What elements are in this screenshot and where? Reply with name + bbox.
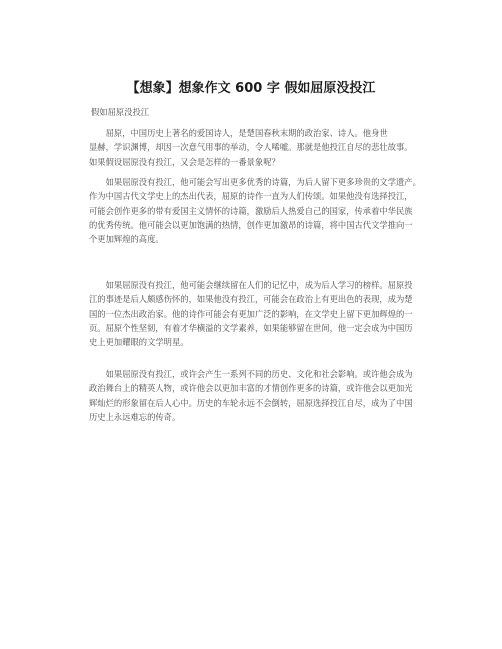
paragraph-line: 作为中国古代文学史上的杰出代表，屈原的诗作一直为人们传颂。如果他没有选择投江， bbox=[89, 191, 413, 202]
paragraph-line: 历史上永远难忘的传奇。 bbox=[89, 411, 181, 422]
paragraph-line: 国的一位杰出政治家。他的诗作可能会有更加广泛的影响，在文学史上留下更加辉煌的一 bbox=[89, 308, 413, 319]
paragraph-line: 如果假设屈原没有投江，又会是怎样的一番景象呢？ bbox=[89, 156, 280, 167]
paragraph-line: 的优秀传统。他可能会以更加饱满的热情，创作更加激昂的诗篇，将中国古代文学推向一 bbox=[89, 219, 413, 230]
paragraph-1 bbox=[89, 126, 421, 169]
paragraph-line: 页。屈原个性坚韧，有着才华横溢的文学素养，如果能够留在世间，他一定会成为中国历 bbox=[89, 322, 413, 333]
paragraph-line: 辉灿烂的形象留在后人心中。历史的车轮永远不会倒转，屈原选择投江自尽，成为了中国 bbox=[89, 397, 413, 408]
paragraph-line: 如果屈原没有投江，或许会产生一系列不同的历史、文化和社会影响。或许他会成为 bbox=[89, 369, 413, 379]
paragraph-line: 如果屈原没有投江，他可能会写出更多优秀的诗篇，为后人留下更多珍贵的文学遗产。 bbox=[89, 177, 421, 187]
paragraph-4 bbox=[89, 367, 421, 424]
paragraph-line: 史上更加耀眼的文学明星。 bbox=[89, 337, 189, 348]
paragraph-3 bbox=[89, 278, 421, 349]
paragraph-2 bbox=[89, 175, 421, 246]
paragraph-line: 如果屈原没有投江，他可能会继续留在人们的记忆中，成为后人学习的榜样。屈原投 bbox=[89, 280, 413, 290]
paragraph-line: 个更加辉煌的高度。 bbox=[89, 234, 164, 245]
paragraph-line: 显赫，学识渊博，却因一次意气用事的举动，令人唏嘘。那就是他投江自尽的悲壮故事。 bbox=[89, 142, 413, 153]
paragraph-line: 政治舞台上的精英人物，或许他会以更加丰富的才情创作更多的诗篇，或许他会以更加光 bbox=[89, 383, 413, 394]
document-subtitle: 假如屈原没投江 bbox=[91, 107, 150, 117]
paragraph-line: 可能会创作更多的带有爱国主义情怀的诗篇，激励后人热爱自己的国家，传承着中华民族 bbox=[89, 205, 413, 216]
paragraph-line: 屈原，中国历史上著名的爱国诗人，是楚国春秋末期的政治家、诗人。他身世 bbox=[89, 128, 388, 138]
paragraph-line: 江的事迹是后人颇感伤怀的，如果他没有投江，可能会在政治上有更出色的表现，成为楚 bbox=[89, 294, 413, 305]
document-title: 【想象】想象作文 600 字 假如屈原没投江 bbox=[126, 81, 376, 96]
